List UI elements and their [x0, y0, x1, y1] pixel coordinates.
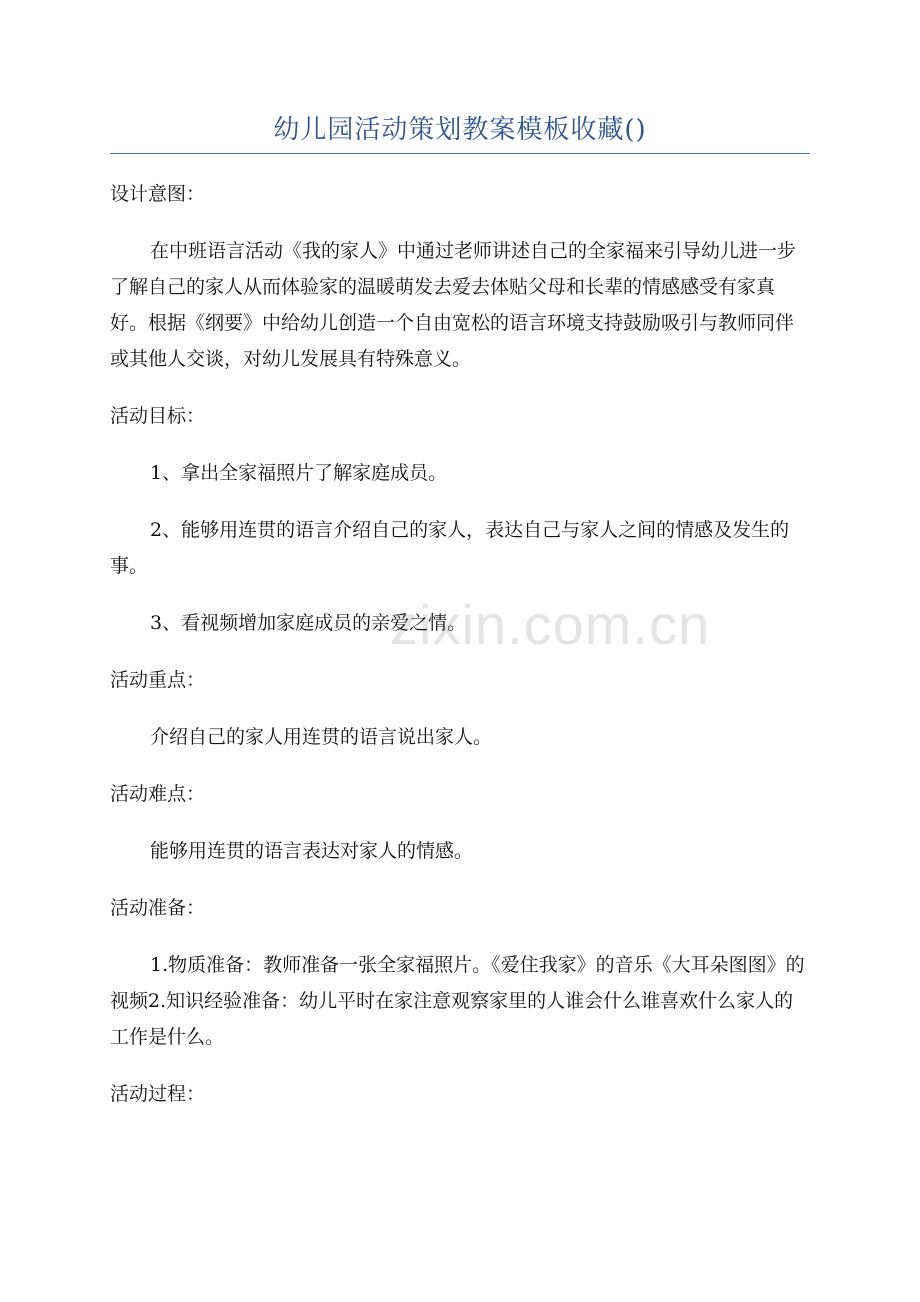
goal-item-3: 3、看视频增加家庭成员的亲爱之情。	[150, 612, 467, 634]
document-title: 幼儿园活动策划教案模板收藏()	[273, 115, 647, 145]
section-heading-design-intent: 设计意图：	[110, 183, 206, 205]
section-heading-goals: 活动目标：	[110, 405, 206, 427]
goal-item-2: 2、能够用连贯的语言介绍自己的家人，表达自己与家人之间的情感及发生的事。	[110, 519, 790, 577]
paragraph-difficulties: 能够用连贯的语言表达对家人的情感。	[150, 840, 474, 862]
section-heading-difficulties: 活动难点：	[110, 783, 206, 805]
section-heading-preparation: 活动准备：	[110, 897, 206, 919]
watermark: zixin.com.cn	[390, 593, 711, 656]
section-heading-process: 活动过程：	[110, 1083, 206, 1105]
goal-item-1: 1、拿出全家福照片了解家庭成员。	[150, 462, 448, 484]
paragraph-key-points: 介绍自己的家人用连贯的语言说出家人。	[150, 726, 493, 748]
title-underline	[110, 153, 810, 154]
paragraph-preparation: 1.物质准备：教师准备一张全家福照片。《爱住我家》的音乐《大耳朵图图》的视频2.知识经验准备：幼儿平时在家注意观察家里的人谁会什么谁喜欢什么家人的工作是什么。	[110, 954, 805, 1048]
document-body	[110, 176, 812, 1133]
section-heading-key-points: 活动重点：	[110, 669, 206, 691]
paragraph-design-intent: 在中班语言活动《我的家人》中通过老师讲述自己的全家福来引导幼儿进一步了解自己的家人从而体验家的温暖萌发去爱去体贴父母和长辈的情感感受有家真好。根据《纲要》中给幼儿创造一个自由宽松的语言环境支持鼓励吸引与教师同伴或其他人交谈，对幼儿发展具有特殊意义。	[110, 240, 797, 370]
